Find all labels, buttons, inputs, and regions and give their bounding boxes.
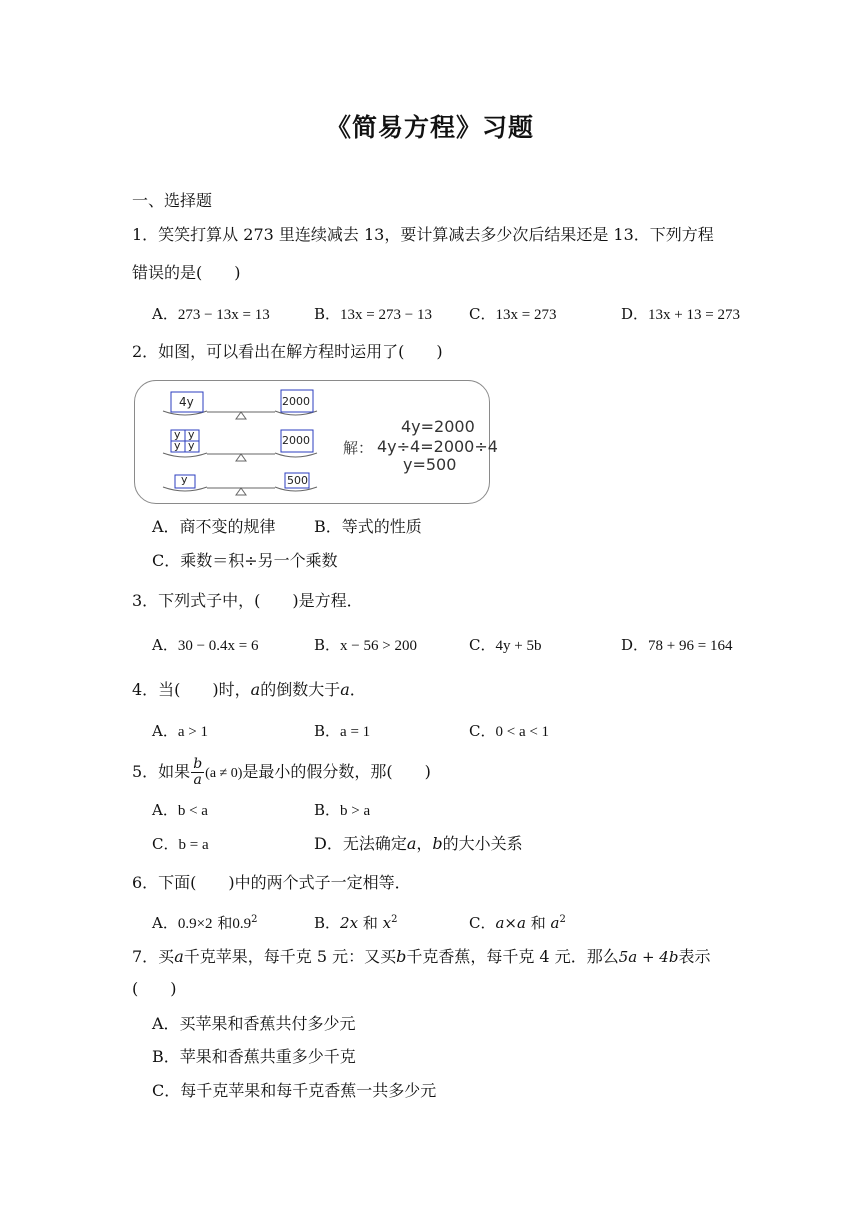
label-yy-top: y y <box>174 428 197 441</box>
page-title: 《简易方程》习题 <box>325 113 534 142</box>
q3-option-c[interactable]: C．4y + 5b <box>469 636 542 654</box>
q5-option-a[interactable]: A．b < a <box>152 801 208 819</box>
q3-option-a[interactable]: A．30 − 0.4x = 6 <box>152 636 259 654</box>
section-heading: 一、选择题 <box>132 191 213 210</box>
label-500: 500 <box>287 474 308 487</box>
label-2000-mid: 2000 <box>282 434 310 447</box>
q2-option-a[interactable]: A．商不变的规律 <box>152 517 276 536</box>
fraction-b-over-a: $\frac{b}{a}$ <box>193 756 203 788</box>
q1-option-a[interactable]: A．273 − 13x = 13 <box>152 305 270 323</box>
q1-option-b[interactable]: B．13x = 273 − 13 <box>314 305 432 323</box>
q1-option-d[interactable]: D．13x + 13 = 273 <box>621 305 740 323</box>
q5-option-c[interactable]: C．b = a <box>152 835 209 853</box>
q2-stem: 2．如图，可以看出在解方程时运用了( ) <box>132 342 443 361</box>
q3-option-b[interactable]: B．x − 56 > 200 <box>314 636 417 654</box>
q5-option-b[interactable]: B．b > a <box>314 801 371 819</box>
solution-line3: y=500 <box>403 455 457 474</box>
q4-option-b[interactable]: B．a = 1 <box>314 722 371 740</box>
label-y: y <box>181 473 188 486</box>
q7-stem-line1: 7．买a千克苹果，每千克 5 元：又买b千克香蕉，每千克 4 元．那么5a + 4b表示 <box>132 947 711 966</box>
solution-line1: 4y=2000 <box>401 417 475 436</box>
q2-option-c[interactable]: C．乘数＝积÷另一个乘数 <box>152 551 338 570</box>
q3-option-d[interactable]: D．78 + 96 = 164 <box>621 636 733 654</box>
label-yy-bottom: y y <box>174 439 197 452</box>
q5-option-d[interactable]: D．无法确定a，b的大小关系 <box>314 834 523 853</box>
q7-option-a[interactable]: A．买苹果和香蕉共付多少元 <box>152 1014 356 1033</box>
q4-stem: 4．当( )时，a的倒数大于a． <box>132 680 366 699</box>
q5-stem: 5．如果 $\frac{b}{a}$ (a ≠ 0)是最小的假分数，那( ) <box>132 756 431 788</box>
q6-stem: 6．下面( )中的两个式子一定相等． <box>132 873 411 892</box>
q7-option-c[interactable]: C．每千克苹果和每千克香蕉一共多少元 <box>152 1081 437 1100</box>
q7-stem-line2: ( ) <box>132 979 177 998</box>
q4-option-c[interactable]: C．0 < a < 1 <box>469 722 550 740</box>
q3-stem: 3．下列式子中，( )是方程． <box>132 591 363 610</box>
q6-option-b[interactable]: B．2x 和 $x^2$ <box>314 914 398 932</box>
q1-option-c[interactable]: C．13x = 273 <box>469 305 557 323</box>
q2-option-b[interactable]: B．等式的性质 <box>314 517 422 536</box>
solution-line2: 4y÷4=2000÷4 <box>377 437 498 456</box>
q6-option-a[interactable]: A．0.9×2 和$0.9^2$ <box>152 914 258 932</box>
balance-figure <box>134 380 498 504</box>
q7-option-b[interactable]: B．苹果和香蕉共重多少千克 <box>152 1047 356 1066</box>
q4-option-a[interactable]: A．a > 1 <box>152 722 208 740</box>
label-2000-top: 2000 <box>282 395 310 408</box>
q6-option-c[interactable]: C．a×a 和 $a^2$ <box>469 914 566 932</box>
solution-prefix: 解： <box>343 439 374 457</box>
q1-stem-line1: 1．笑笑打算从 273 里连续减去 13，要计算减去多少次后结果还是 13．下列方程 <box>132 225 714 244</box>
q1-stem-line2: 错误的是( ) <box>132 263 241 282</box>
label-4y: 4y <box>179 395 194 409</box>
